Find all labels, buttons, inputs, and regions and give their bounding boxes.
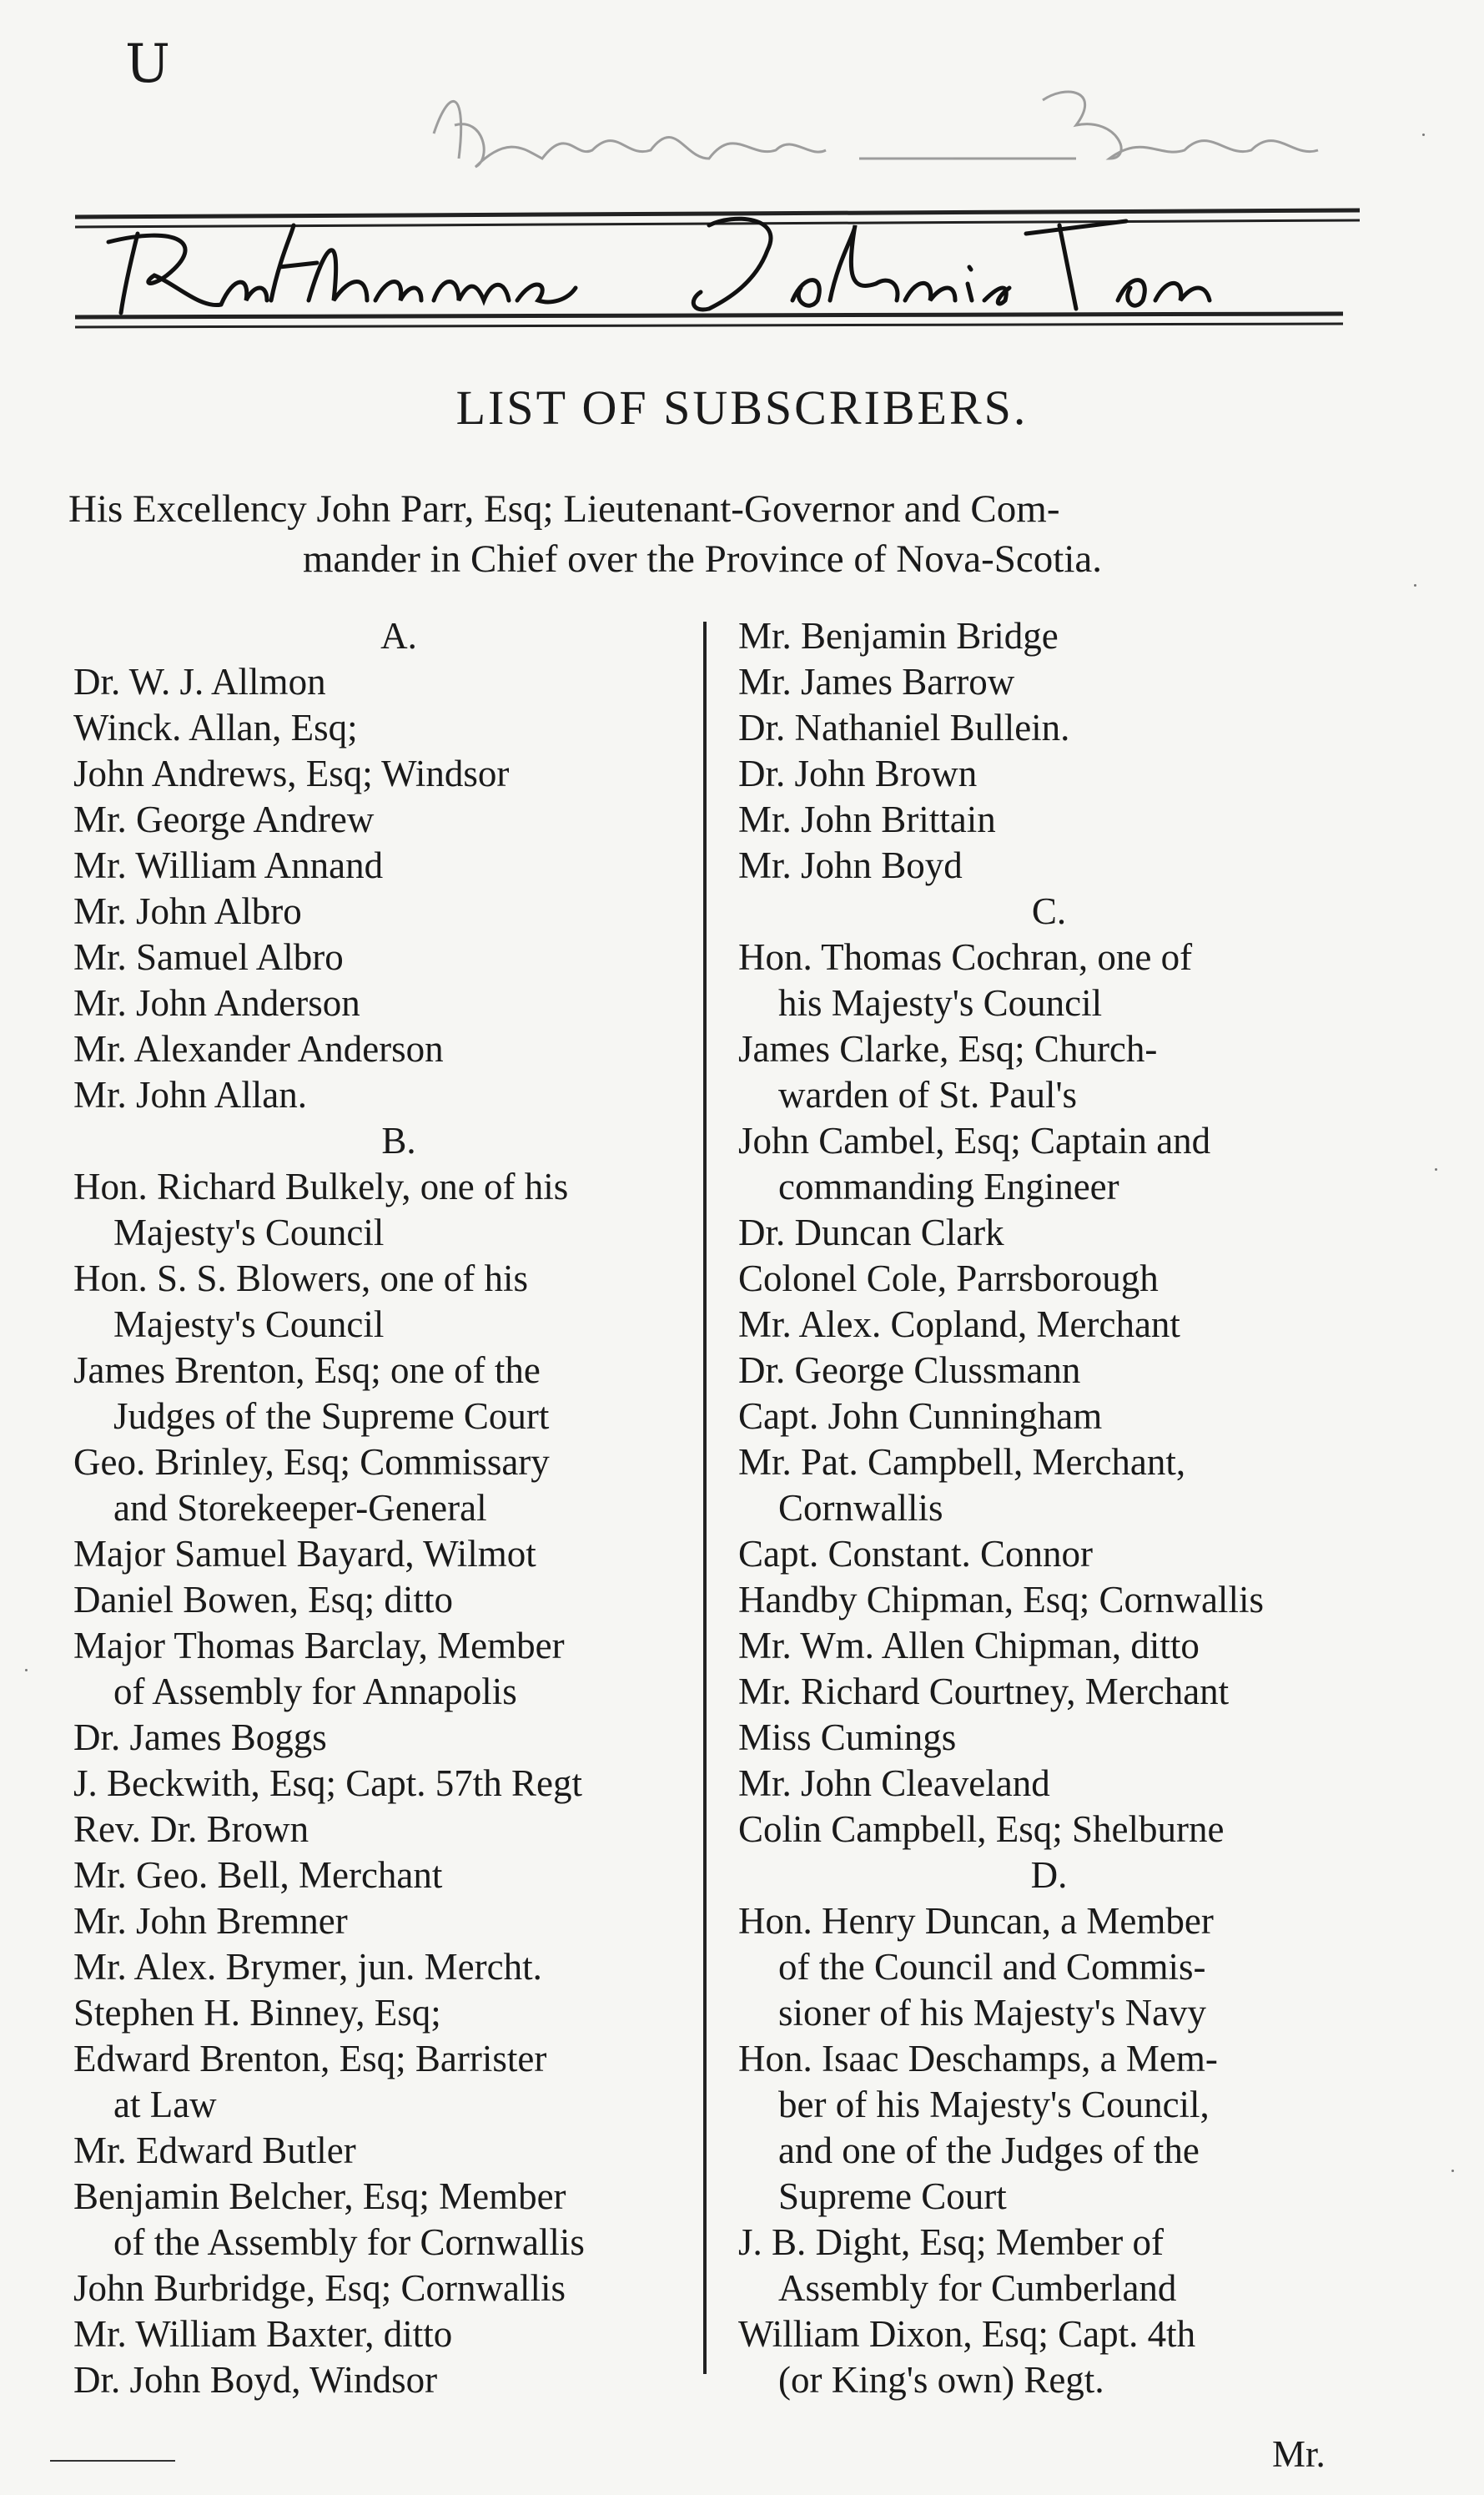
right-subscriber-entry: Mr. John Cleaveland bbox=[738, 1762, 1050, 1804]
right-subscriber-entry: Mr. John Boyd bbox=[738, 844, 963, 886]
footer-rule bbox=[50, 2460, 175, 2462]
right-subscriber-entry: Mr. Pat. Campbell, Merchant, bbox=[738, 1441, 1186, 1483]
left-column bbox=[73, 613, 724, 2403]
left-subscriber-entry: Dr. James Boggs bbox=[73, 1716, 327, 1758]
signature-area bbox=[75, 33, 1426, 334]
right-subscriber-entry: Mr. Alex. Copland, Merchant bbox=[738, 1303, 1180, 1345]
intro-paragraph bbox=[68, 484, 1370, 584]
left-section-letter: A. bbox=[380, 615, 417, 657]
left-subscriber-entry: Major Thomas Barclay, Member bbox=[73, 1625, 565, 1666]
intro-line-2: mander in Chief over the Province of Nova-Scotia. bbox=[303, 537, 1102, 581]
right-subscriber-entry: Dr. Duncan Clark bbox=[738, 1212, 1004, 1253]
left-subscriber-entry: Mr. William Baxter, ditto bbox=[73, 2313, 453, 2355]
left-subscriber-entry: Mr. John Allan. bbox=[73, 1074, 308, 1116]
left-subscriber-entry: Dr. W. J. Allmon bbox=[73, 661, 326, 703]
left-subscriber-entry: Daniel Bowen, Esq; ditto bbox=[73, 1579, 453, 1620]
right-entry-continuation: of the Council and Commis- bbox=[778, 1946, 1206, 1988]
right-entry-continuation: Supreme Court bbox=[778, 2175, 1007, 2217]
right-entry-continuation: commanding Engineer bbox=[778, 1166, 1119, 1207]
right-entry-continuation: Cornwallis bbox=[778, 1487, 943, 1529]
right-subscriber-entry: John Cambel, Esq; Captain and bbox=[738, 1120, 1211, 1162]
left-subscriber-entry: Geo. Brinley, Esq; Commissary bbox=[73, 1441, 550, 1483]
right-entry-continuation: sioner of his Majesty's Navy bbox=[778, 1992, 1207, 2034]
left-subscriber-entry: Mr. William Annand bbox=[73, 844, 384, 886]
left-section-letter: B. bbox=[381, 1120, 416, 1162]
left-subscriber-entry: Winck. Allan, Esq; bbox=[73, 707, 358, 748]
corner-mark: U bbox=[125, 33, 170, 95]
speck bbox=[1435, 1168, 1437, 1171]
right-entry-continuation: and one of the Judges of the bbox=[778, 2130, 1200, 2171]
right-subscriber-entry: Mr. Wm. Allen Chipman, ditto bbox=[738, 1625, 1200, 1666]
left-subscriber-entry: Stephen H. Binney, Esq; bbox=[73, 1992, 441, 2034]
left-subscriber-entry: Mr. Edward Butler bbox=[73, 2130, 356, 2171]
signature-graphics bbox=[75, 33, 1426, 334]
left-entry-continuation: Majesty's Council bbox=[113, 1303, 385, 1345]
right-subscriber-entry: Mr. Benjamin Bridge bbox=[738, 615, 1059, 657]
left-entry-continuation: at Law bbox=[113, 2084, 217, 2125]
bottom-rule-1 bbox=[75, 314, 1343, 317]
right-subscriber-entry: Colonel Cole, Parrsborough bbox=[738, 1258, 1159, 1299]
list-title: LIST OF SUBSCRIBERS. bbox=[455, 381, 1029, 435]
right-subscriber-entry: Hon. Thomas Cochran, one of bbox=[738, 936, 1193, 978]
right-subscriber-entry: Hon. Henry Duncan, a Member bbox=[738, 1900, 1214, 1942]
right-subscriber-entry: William Dixon, Esq; Capt. 4th bbox=[738, 2313, 1196, 2355]
left-subscriber-entry: James Brenton, Esq; one of the bbox=[73, 1349, 541, 1391]
right-entry-continuation: his Majesty's Council bbox=[778, 982, 1103, 1024]
speck bbox=[1414, 584, 1416, 587]
left-subscriber-entry: Mr. Geo. Bell, Merchant bbox=[73, 1854, 443, 1896]
left-subscriber-entry: Benjamin Belcher, Esq; Member bbox=[73, 2175, 566, 2217]
right-subscriber-entry: Capt. Constant. Connor bbox=[738, 1533, 1093, 1575]
left-subscriber-entry: Mr. Samuel Albro bbox=[73, 936, 344, 978]
right-section-letter: C. bbox=[1031, 890, 1067, 932]
faint-signature bbox=[434, 92, 1318, 167]
left-subscriber-entry: John Burbridge, Esq; Cornwallis bbox=[73, 2267, 566, 2309]
right-entry-continuation: Assembly for Cumberland bbox=[778, 2267, 1177, 2309]
left-subscriber-entry: J. Beckwith, Esq; Capt. 57th Regt bbox=[73, 1762, 582, 1804]
right-entry-continuation: warden of St. Paul's bbox=[778, 1074, 1078, 1116]
speck bbox=[25, 1669, 28, 1671]
right-subscriber-entry: Mr. Richard Courtney, Merchant bbox=[738, 1671, 1230, 1712]
left-subscriber-entry: Mr. Alexander Anderson bbox=[73, 1028, 444, 1070]
left-subscriber-entry: Mr. George Andrew bbox=[73, 799, 375, 840]
speck bbox=[1451, 2170, 1454, 2172]
right-subscriber-entry: Miss Cumings bbox=[738, 1716, 957, 1758]
right-subscriber-entry: Dr. John Brown bbox=[738, 753, 978, 794]
right-subscriber-entry: Handby Chipman, Esq; Cornwallis bbox=[738, 1579, 1264, 1620]
left-subscriber-entry: Hon. Richard Bulkely, one of his bbox=[73, 1166, 569, 1207]
left-subscriber-entry: Dr. John Boyd, Windsor bbox=[73, 2359, 438, 2401]
left-entry-continuation: of Assembly for Annapolis bbox=[113, 1671, 517, 1712]
left-entry-continuation: and Storekeeper-General bbox=[113, 1487, 487, 1529]
right-subscriber-entry: Mr. James Barrow bbox=[738, 661, 1015, 703]
main-signature bbox=[108, 219, 1210, 313]
left-entry-continuation: of the Assembly for Cornwallis bbox=[113, 2221, 585, 2263]
left-subscriber-entry: Mr. Alex. Brymer, jun. Mercht. bbox=[73, 1946, 542, 1988]
left-subscriber-entry: Mr. John Albro bbox=[73, 890, 302, 932]
left-subscriber-entry: Edward Brenton, Esq; Barrister bbox=[73, 2038, 547, 2079]
right-section-letter: D. bbox=[1030, 1854, 1068, 1896]
bottom-rule-2 bbox=[75, 324, 1343, 327]
left-subscriber-entry: Mr. John Anderson bbox=[73, 982, 360, 1024]
column-divider bbox=[703, 622, 707, 2374]
right-entry-continuation: (or King's own) Regt. bbox=[778, 2359, 1104, 2401]
right-subscriber-entry: Capt. John Cunningham bbox=[738, 1395, 1103, 1437]
left-subscriber-entry: Mr. John Bremner bbox=[73, 1900, 348, 1942]
speck bbox=[1422, 134, 1425, 136]
right-subscriber-entry: James Clarke, Esq; Church- bbox=[738, 1028, 1158, 1070]
right-column bbox=[738, 613, 1360, 2403]
right-subscriber-entry: J. B. Dight, Esq; Member of bbox=[738, 2221, 1164, 2263]
left-subscriber-entry: Hon. S. S. Blowers, one of his bbox=[73, 1258, 529, 1299]
right-subscriber-entry: Dr. Nathaniel Bullein. bbox=[738, 707, 1070, 748]
left-entry-continuation: Majesty's Council bbox=[113, 1212, 385, 1253]
right-subscriber-entry: Hon. Isaac Deschamps, a Mem- bbox=[738, 2038, 1218, 2079]
intro-line-1: His Excellency John Parr, Esq; Lieutenant-Governor and Com- bbox=[68, 487, 1060, 531]
right-subscriber-entry: Dr. George Clussmann bbox=[738, 1349, 1081, 1391]
left-subscriber-entry: Major Samuel Bayard, Wilmot bbox=[73, 1533, 536, 1575]
right-subscriber-entry: Colin Campbell, Esq; Shelburne bbox=[738, 1808, 1225, 1850]
right-subscriber-entry: Mr. John Brittain bbox=[738, 799, 996, 840]
right-entry-continuation: ber of his Majesty's Council, bbox=[778, 2084, 1210, 2125]
top-rule-1 bbox=[75, 210, 1360, 217]
catchword: Mr. bbox=[1272, 2433, 1326, 2475]
left-entry-continuation: Judges of the Supreme Court bbox=[113, 1395, 550, 1437]
left-subscriber-entry: Rev. Dr. Brown bbox=[73, 1808, 309, 1850]
left-subscriber-entry: John Andrews, Esq; Windsor bbox=[73, 753, 510, 794]
